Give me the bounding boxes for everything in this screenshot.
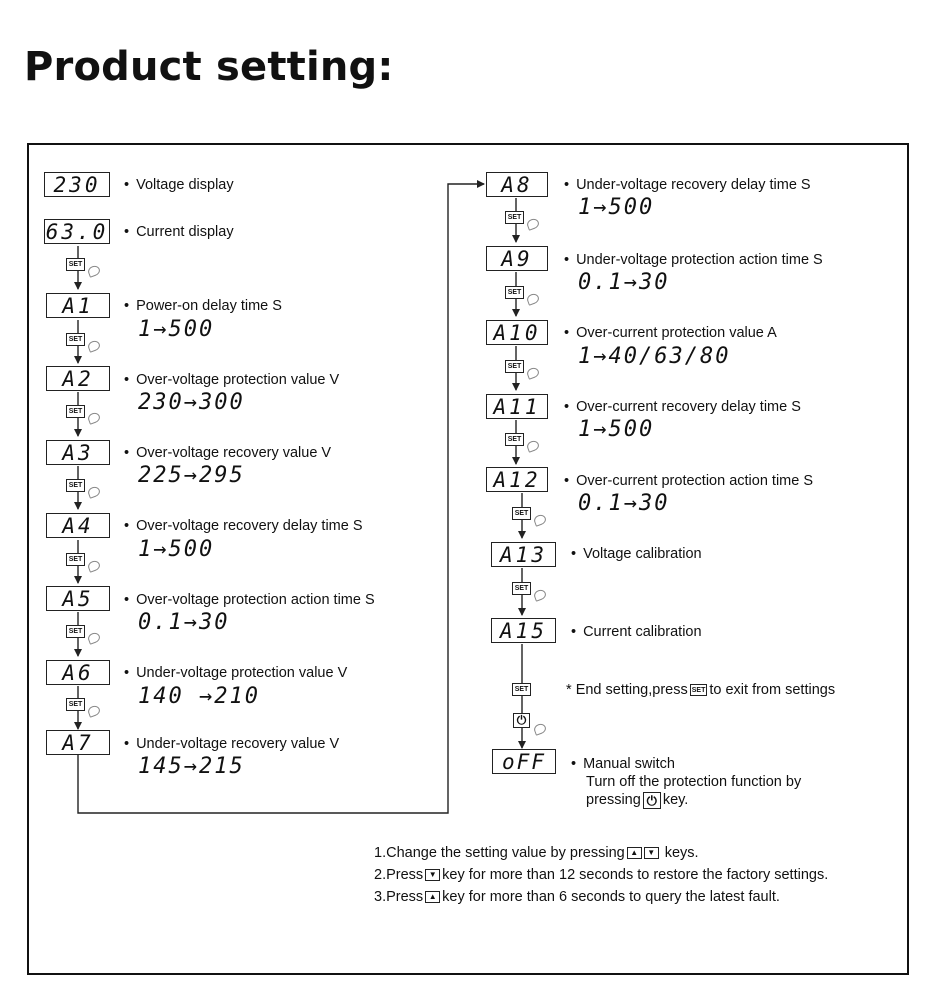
range-a7: 145→215 xyxy=(138,754,245,779)
item-a15: • Current calibration xyxy=(571,623,702,641)
note-3: 3.Press ▲ key for more than 6 seconds to query the latest fault. xyxy=(374,889,780,905)
display-a11: A11 xyxy=(486,394,548,419)
down-key-icon: ▼ xyxy=(425,869,440,881)
range-a6: 140 →210 xyxy=(138,684,260,709)
display-a12: A12 xyxy=(486,467,548,492)
item-a13: • Voltage calibration xyxy=(571,545,702,563)
display-a7: A7 xyxy=(46,730,110,755)
display-a9: A9 xyxy=(486,246,548,271)
item-a12: • Over-current protection action time S xyxy=(564,472,813,490)
display-a13: A13 xyxy=(491,542,556,567)
range-a3: 225→295 xyxy=(138,463,245,488)
display-a3: A3 xyxy=(46,440,110,465)
item-a7: • Under-voltage recovery value V xyxy=(124,735,339,753)
set-key: SET xyxy=(505,360,524,373)
range-a1: 1→500 xyxy=(138,317,215,342)
set-key: SET xyxy=(66,698,85,711)
item-voltage-display: • Voltage display xyxy=(124,176,234,194)
range-a9: 0.1→30 xyxy=(578,270,670,295)
item-a10: • Over-current protection value A xyxy=(564,324,777,342)
item-a8: • Under-voltage recovery delay time S xyxy=(564,176,811,194)
manual-switch-text: • Manual switch Turn off the protection function by pressing ⏻ key. xyxy=(571,756,802,808)
display-a15: A15 xyxy=(491,618,556,643)
end-setting-text xyxy=(566,682,835,698)
display-a10: A10 xyxy=(486,320,548,345)
up-key-icon: ▲ xyxy=(425,891,440,903)
set-key: SET xyxy=(512,507,531,520)
power-key-icon: ⏻ xyxy=(513,713,530,728)
set-key: SET xyxy=(66,258,85,271)
set-key: SET xyxy=(512,683,531,696)
item-current-display: • Current display xyxy=(124,223,234,241)
range-a12: 0.1→30 xyxy=(578,491,670,516)
manual-line3-before: pressing xyxy=(586,792,641,808)
manual-line2: Turn off the protection function by xyxy=(586,774,802,790)
set-key: SET xyxy=(66,625,85,638)
range-a2: 230→300 xyxy=(138,390,245,415)
end-setting-before: End setting,press xyxy=(575,682,688,698)
end-setting-after: to exit from settings xyxy=(709,682,836,698)
display-a1: A1 xyxy=(46,293,110,318)
manual-line3-after: key. xyxy=(662,792,689,808)
set-key-inline: SET xyxy=(690,684,708,696)
range-a4: 1→500 xyxy=(138,537,215,562)
manual-line1: Manual switch xyxy=(583,756,675,772)
range-a8: 1→500 xyxy=(578,195,655,220)
display-63-0: 63.0 xyxy=(45,219,109,244)
set-key: SET xyxy=(66,553,85,566)
range-a5: 0.1→30 xyxy=(138,610,230,635)
display-a2: A2 xyxy=(46,366,110,391)
power-key-inline-icon: ⏻ xyxy=(643,792,661,809)
display-off: oFF xyxy=(492,749,556,774)
set-key: SET xyxy=(512,582,531,595)
item-a4: • Over-voltage recovery delay time S xyxy=(124,517,363,535)
arrow-a7-to-a8 xyxy=(78,184,484,813)
page-title: Product setting: xyxy=(24,44,394,90)
set-key: SET xyxy=(505,211,524,224)
range-a11: 1→500 xyxy=(578,417,655,442)
item-a1: • Power-on delay time S xyxy=(124,297,282,315)
range-a10: 1→40/63/80 xyxy=(578,344,731,369)
note-2: 2.Press ▼ key for more than 12 seconds to restore the factory settings. xyxy=(374,867,829,883)
set-key: SET xyxy=(505,286,524,299)
item-a11: • Over-current recovery delay time S xyxy=(564,398,801,416)
display-a6: A6 xyxy=(46,660,110,685)
set-key: SET xyxy=(505,433,524,446)
display-a4: A4 xyxy=(46,513,110,538)
item-a3: • Over-voltage recovery value V xyxy=(124,444,331,462)
item-a5: • Over-voltage protection action time S xyxy=(124,591,375,609)
up-key-icon: ▲ xyxy=(627,847,642,859)
note-1: 1.Change the setting value by pressing ▲ ▼ keys. xyxy=(374,845,699,861)
item-a9: • Under-voltage protection action time S xyxy=(564,251,823,269)
item-a6: • Under-voltage protection value V xyxy=(124,664,347,682)
down-key-icon: ▼ xyxy=(644,847,659,859)
display-a8: A8 xyxy=(486,172,548,197)
set-key: SET xyxy=(66,479,85,492)
set-key: SET xyxy=(66,333,85,346)
display-a5: A5 xyxy=(46,586,110,611)
asterisk: * xyxy=(566,682,572,698)
display-230: 230 xyxy=(44,172,110,197)
set-key: SET xyxy=(66,405,85,418)
item-a2: • Over-voltage protection value V xyxy=(124,371,339,389)
